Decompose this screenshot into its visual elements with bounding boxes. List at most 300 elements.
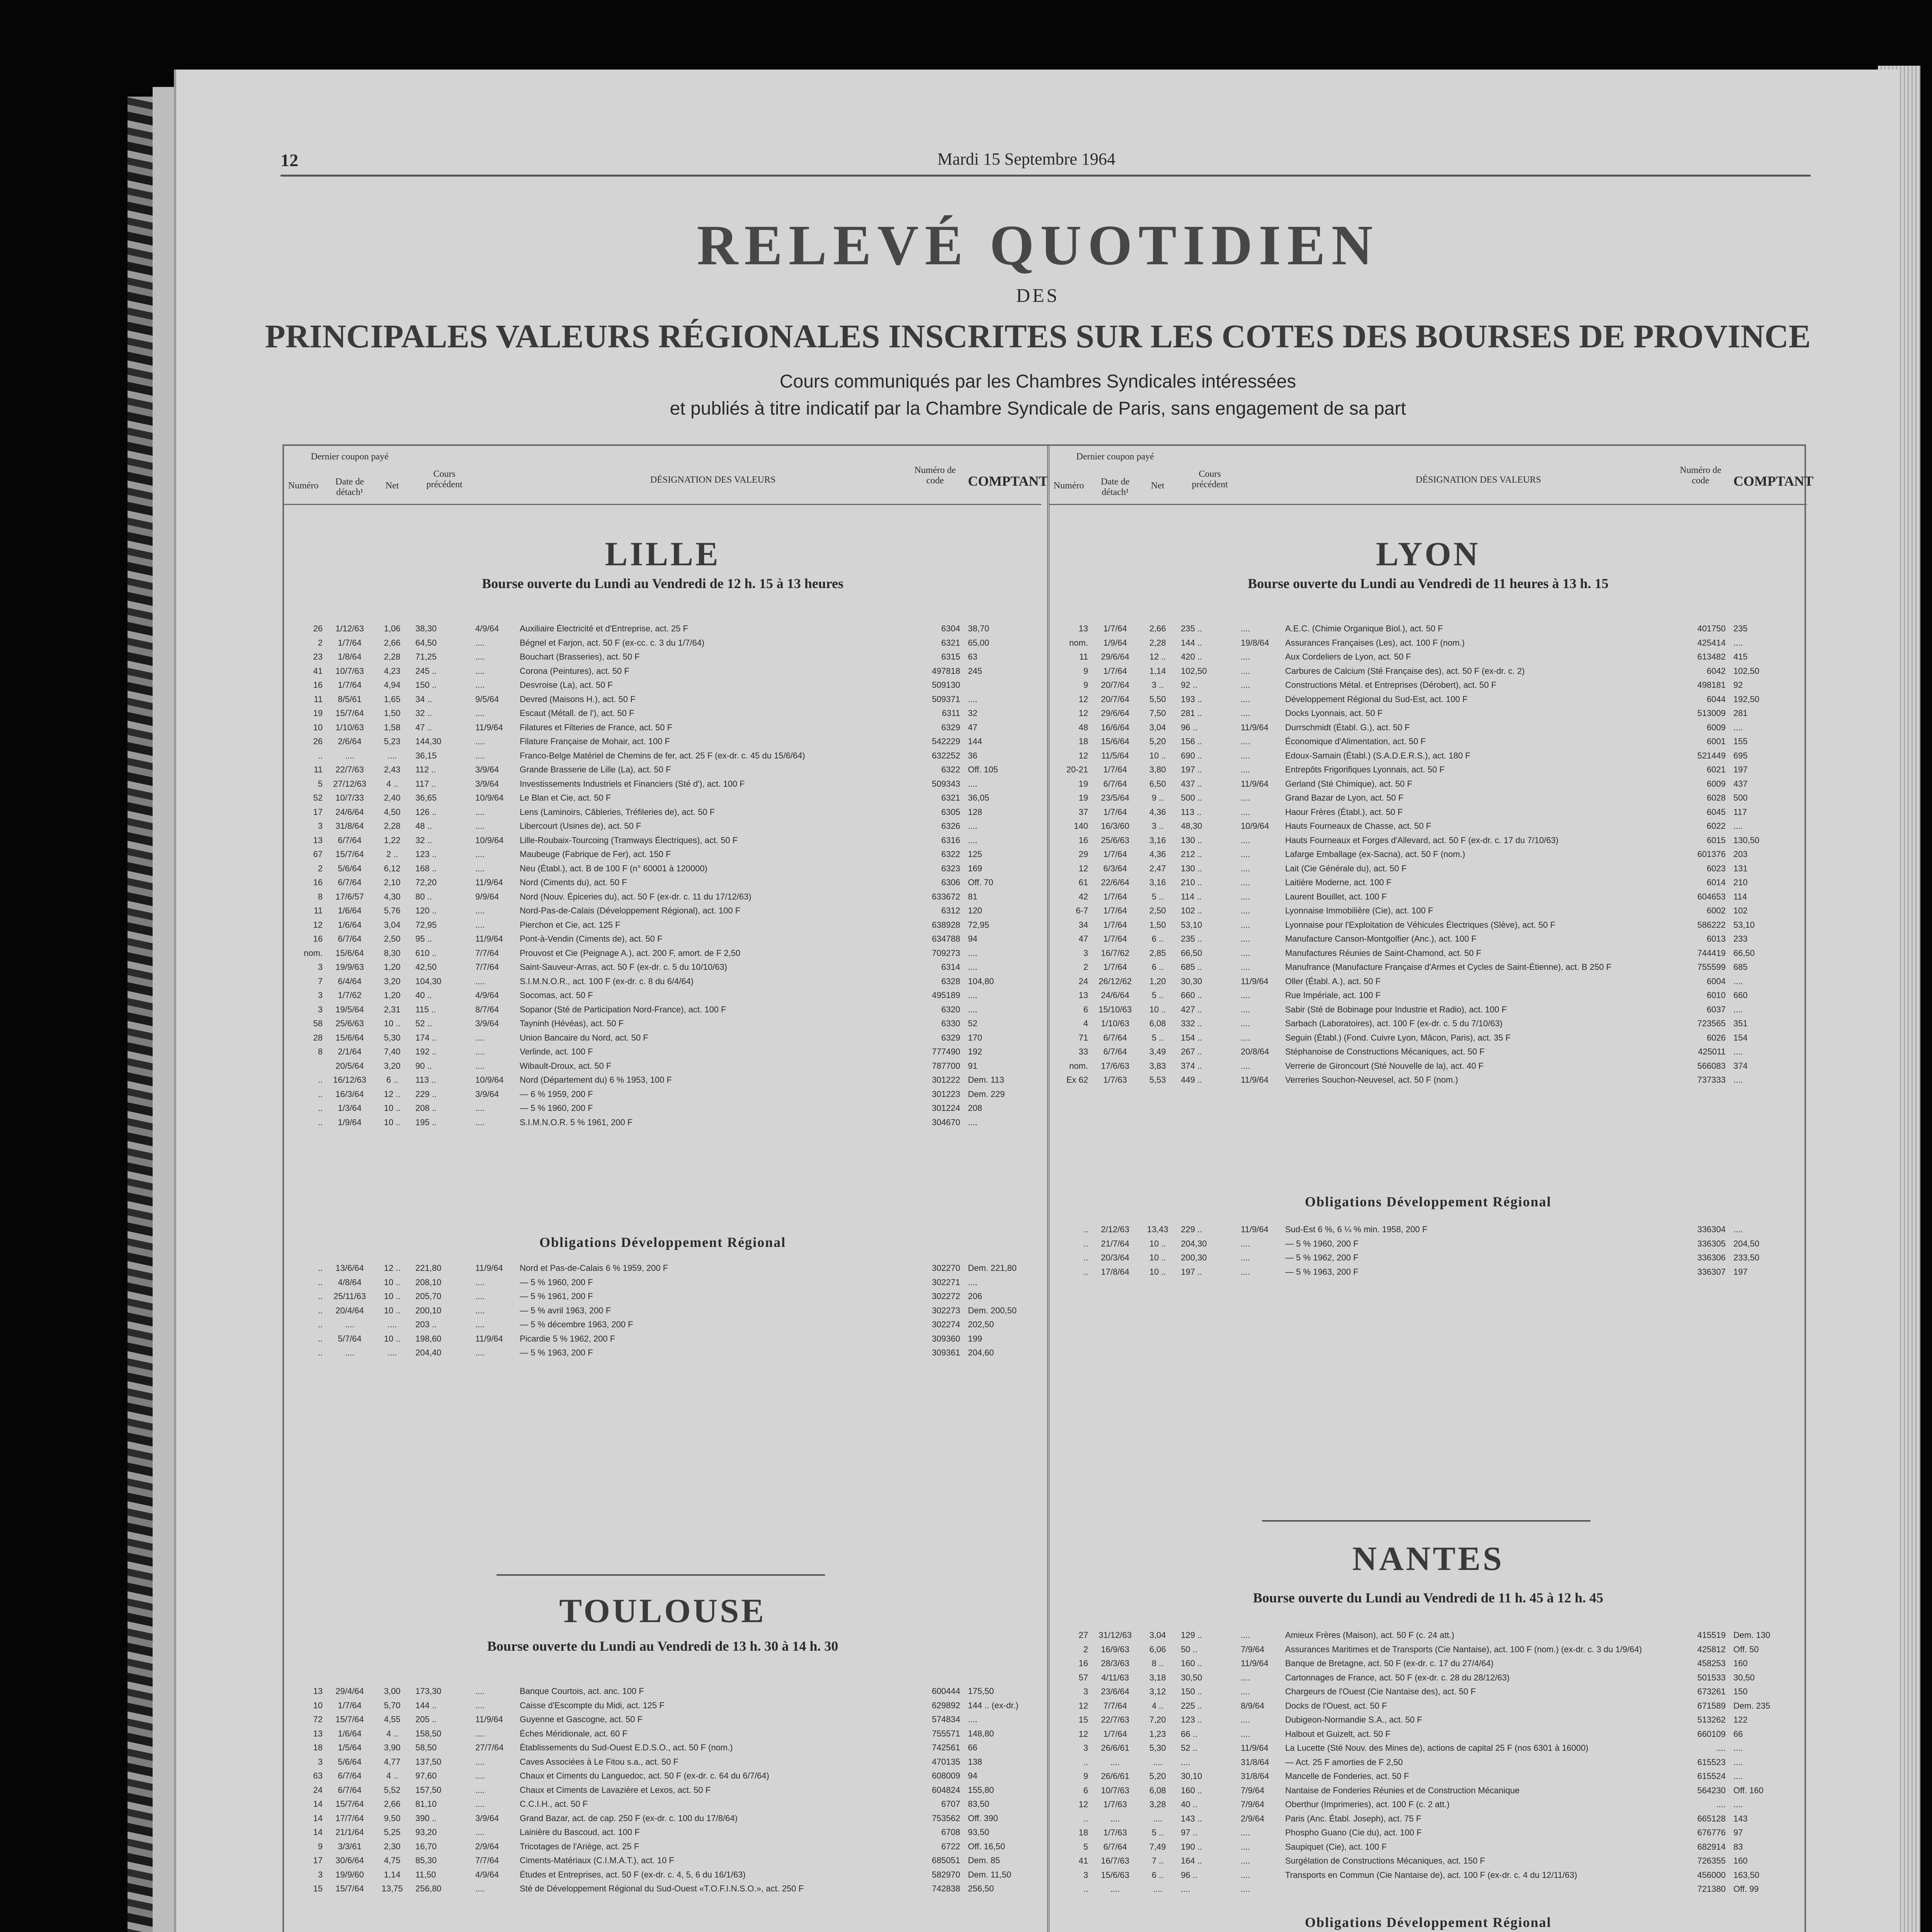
detach-ex-date: ....	[1241, 1715, 1250, 1725]
detach-ex-date: 4/9/64	[475, 1869, 499, 1879]
table-row	[284, 932, 1041, 946]
code-number: 6009	[1707, 779, 1726, 789]
designation: Lait (Cie Générale du), act. 50 F	[1285, 863, 1407, 873]
net-value: 5,25	[384, 1827, 401, 1837]
detach-date: 23/5/64	[1101, 793, 1129, 803]
detach-date: 1/7/64	[338, 1700, 362, 1710]
detach-date: 31/8/64	[335, 821, 364, 831]
table-row	[284, 692, 1041, 707]
code-number: 6329	[941, 1032, 960, 1043]
detach-date: 15/7/64	[335, 1799, 364, 1809]
coupon-number: ..	[318, 750, 323, 760]
detach-ex-date: 11/9/64	[475, 1333, 503, 1344]
designation: C.C.I.H., act. 50 F	[520, 1799, 588, 1809]
previous-price: 256,80	[415, 1884, 442, 1893]
net-value: 5,52	[384, 1785, 401, 1795]
previous-price: 40 ..	[415, 990, 432, 1000]
detach-ex-date: ....	[1241, 624, 1250, 633]
designation: — 5 % 1960, 200 F	[520, 1103, 593, 1113]
coupon-number: 17	[313, 1855, 323, 1865]
net-value: 1,58	[384, 722, 401, 732]
detach-ex-date: ....	[475, 906, 485, 915]
detach-date: 23/6/64	[1101, 1687, 1129, 1696]
net-value: 1,06	[384, 624, 401, 633]
previous-price: 164 ..	[1181, 1856, 1202, 1866]
detach-ex-date: 20/8/64	[1241, 1047, 1269, 1056]
table-row	[1049, 1031, 1807, 1045]
coupon-number: 19	[1078, 779, 1088, 789]
detach-ex-date: ....	[475, 1799, 485, 1809]
previous-price: 204,40	[415, 1348, 442, 1357]
designation: Verrerie de Gironcourt (Sté Nouvelle de la), act. 40 F	[1285, 1061, 1484, 1071]
code-number: 6322	[941, 849, 960, 859]
code-number: 425812	[1697, 1644, 1726, 1654]
detach-ex-date: 11/9/64	[475, 1263, 503, 1273]
previous-price: 144 ..	[1181, 638, 1202, 648]
net-value: 3,20	[384, 976, 401, 986]
coupon-number: 17	[313, 807, 323, 817]
net-value: 9 ..	[1151, 793, 1164, 803]
coupon-number: 16	[313, 680, 323, 690]
toulouse-title: TOULOUSE	[559, 1592, 766, 1630]
coupon-number: 13	[313, 1728, 323, 1738]
code-number: 564230	[1697, 1785, 1726, 1795]
detach-ex-date: 3/9/64	[475, 1019, 499, 1028]
detach-date: 31/12/63	[1099, 1630, 1132, 1640]
detach-date: 17/7/64	[335, 1813, 364, 1823]
comptant-price: 102,50	[1733, 666, 1760, 676]
detach-date: 1/7/64	[1103, 920, 1127, 930]
net-value: 2,10	[384, 878, 401, 887]
comptant-price: 199	[968, 1333, 982, 1344]
coupon-number: 24	[313, 1785, 323, 1795]
previous-price: 48,30	[1181, 821, 1202, 831]
table-row	[284, 777, 1041, 791]
detach-date: 1/7/64	[1103, 891, 1127, 901]
previous-price: 500 ..	[1181, 793, 1202, 803]
code-number: 629892	[932, 1700, 960, 1710]
previous-price: 420 ..	[1181, 652, 1202, 662]
coupon-number: 34	[1078, 920, 1088, 930]
coupon-number: 48	[1078, 722, 1088, 732]
detach-ex-date: ....	[475, 1884, 485, 1893]
table-row	[284, 791, 1041, 805]
detach-ex-date: 10/9/64	[475, 1075, 504, 1085]
net-value: 2 ..	[386, 849, 398, 859]
designation: Cartonnages de France, act. 50 F (ex-dr. c. 28 du 28/12/63)	[1285, 1672, 1510, 1682]
designation: Prouvost et Cie (Peignage A.), act. 200 F, amort. de F 2,50	[520, 948, 741, 958]
table-row	[284, 1045, 1041, 1059]
designation: Haour Frères (Établ.), act. 50 F	[1285, 807, 1403, 817]
previous-price: 174 ..	[415, 1032, 437, 1043]
net-value: 3,20	[384, 1061, 401, 1071]
coupon-number: ..	[318, 1305, 323, 1315]
previous-price: 208 ..	[415, 1103, 437, 1113]
coupon-number: ..	[318, 1263, 323, 1273]
comptant-price: 203	[1733, 849, 1748, 859]
detach-ex-date: 2/9/64	[475, 1841, 499, 1851]
detach-date: 21/7/64	[1101, 1238, 1129, 1248]
coupon-number: ..	[1083, 1813, 1088, 1823]
lille-hours: Bourse ouverte du Lundi au Vendredi de 12 h. 15 à 13 heures	[482, 576, 844, 591]
previous-price: 154 ..	[1181, 1032, 1202, 1043]
coupon-number: 2	[318, 638, 323, 648]
designation: Laurent Bouillet, act. 100 F	[1285, 891, 1387, 901]
detach-date: 19/5/64	[335, 1004, 364, 1014]
table-row	[284, 876, 1041, 890]
table-row	[1049, 946, 1807, 961]
comptant-price: ....	[968, 779, 978, 789]
detach-ex-date: ....	[1241, 878, 1250, 887]
code-number: 336307	[1697, 1267, 1726, 1277]
detach-date: 1/7/64	[1103, 624, 1127, 633]
detach-date: 1/7/64	[338, 638, 362, 648]
detach-date: ....	[345, 750, 355, 760]
net-value: ....	[387, 750, 397, 760]
previous-price: 610 ..	[415, 948, 437, 958]
designation: — 5 % 1960, 200 F	[520, 1277, 593, 1287]
comptant-price: ....	[1733, 821, 1743, 831]
code-number: 737333	[1697, 1075, 1726, 1085]
detach-ex-date: 11/9/64	[475, 878, 503, 887]
detach-date: 16/12/63	[333, 1075, 366, 1085]
net-value: 5,76	[384, 906, 401, 915]
coupon-number: 71	[1078, 1032, 1088, 1043]
net-value: 13,75	[381, 1884, 403, 1893]
detach-date: 5/6/64	[338, 1757, 362, 1767]
comptant-price: ....	[968, 1714, 978, 1724]
detach-ex-date: 3/9/64	[475, 779, 499, 789]
detach-ex-date: 3/9/64	[475, 1089, 499, 1099]
designation: — 5 % 1961, 200 F	[520, 1291, 593, 1301]
designation: Manufacture Canson-Montgolfier (Anc.), act. 100 F	[1285, 934, 1477, 944]
designation: Études et Entreprises, act. 50 F (ex-dr. c. 4, 5, 6 du 16/1/63)	[520, 1869, 746, 1879]
detach-date: 15/6/64	[335, 1032, 364, 1043]
detach-ex-date: ....	[475, 807, 485, 817]
previous-price: 81,10	[415, 1799, 437, 1809]
coupon-number: 16	[1078, 1658, 1088, 1668]
coupon-number: ..	[318, 1348, 323, 1357]
coupon-number: ..	[318, 1320, 323, 1329]
comptant-price: 93,50	[968, 1827, 990, 1837]
designation: Stéphanoise de Constructions Mécaniques, act. 50 F	[1285, 1047, 1485, 1056]
coupon-number: 3	[318, 821, 323, 831]
detach-date: 24/6/64	[1101, 990, 1129, 1000]
previous-price: 129 ..	[1181, 1630, 1202, 1640]
lille-oblig-rows	[284, 1261, 1041, 1360]
detach-ex-date: ....	[475, 1728, 485, 1738]
detach-date: 26/6/61	[1101, 1771, 1129, 1781]
designation: Bégnel et Farjon, act. 50 F (ex-cc. c. 3 du 1/7/64)	[520, 638, 705, 648]
table-row	[1049, 1755, 1807, 1770]
designation: Rue Impériale, act. 100 F	[1285, 990, 1381, 1000]
coupon-number: 6	[1083, 1785, 1088, 1795]
net-value: 3,49	[1149, 1047, 1166, 1056]
coupon-number: 4	[1083, 1019, 1088, 1028]
header-designation: DÉSIGNATION DES VALEURS	[1415, 475, 1541, 485]
net-value: ....	[387, 1348, 397, 1357]
code-number: 6021	[1707, 765, 1726, 774]
code-number: 304670	[932, 1117, 960, 1127]
table-row	[284, 636, 1041, 650]
previous-price: 210 ..	[1181, 878, 1202, 887]
coupon-number: 5	[1083, 1842, 1088, 1852]
designation: Hauts Fourneaux et Forges d'Allevard, act. 50 F (ex-dr. c. 17 du 7/10/63)	[1285, 835, 1559, 845]
header-designation: DÉSIGNATION DES VALEURS	[650, 475, 776, 485]
comptant-price: Dem. 200,50	[968, 1305, 1017, 1315]
comptant-price: 117	[1733, 807, 1747, 817]
detach-ex-date: 11/9/64	[1241, 1225, 1269, 1234]
lyon-oblig-rows	[1049, 1223, 1807, 1279]
previous-price: 123 ..	[1181, 1715, 1202, 1725]
net-value: 3,28	[1149, 1799, 1166, 1809]
detach-date: 16/3/60	[1101, 821, 1129, 831]
designation: Devred (Maisons H.), act. 50 F	[520, 694, 636, 704]
designation: Escaut (Métall. de l'), act. 50 F	[520, 708, 634, 718]
coupon-number: ..	[318, 1075, 323, 1085]
detach-date: 1/7/64	[1103, 807, 1127, 817]
nantes-hours: Bourse ouverte du Lundi au Vendredi de 11 h. 45 à 12 h. 45	[1253, 1590, 1604, 1605]
code-number: 501533	[1697, 1672, 1726, 1682]
previous-price: 374 ..	[1181, 1061, 1202, 1071]
page-header	[281, 150, 1811, 177]
table-row	[284, 1073, 1041, 1087]
comptant-price: 415	[1733, 652, 1748, 662]
code-number: 787700	[932, 1061, 960, 1071]
designation: Saint-Sauveur-Arras, act. 50 F (ex-dr. c. 5 du 10/10/63)	[520, 962, 727, 972]
designation: Tricotages de l'Ariège, act. 25 F	[520, 1841, 639, 1851]
designation: Auxiliaire Électricité et d'Entreprise, act. 25 F	[520, 624, 688, 633]
header-cours: Cours précédent	[426, 469, 463, 490]
table-row	[1049, 664, 1807, 679]
code-number: 613482	[1697, 652, 1726, 662]
code-number: 6330	[941, 1019, 960, 1028]
table-row	[1049, 904, 1807, 918]
detach-date: 6/7/64	[338, 878, 362, 887]
net-value: 4,75	[384, 1855, 401, 1865]
previous-price: 123 ..	[415, 849, 437, 859]
designation: Assurances Françaises (Les), act. 100 F (nom.)	[1285, 638, 1465, 648]
designation: Picardie 5 % 1962, 200 F	[520, 1333, 616, 1344]
coupon-number: 9	[1083, 666, 1088, 676]
code-number: 509343	[932, 779, 960, 789]
coupon-number: 2	[318, 863, 323, 873]
code-number: 633672	[932, 891, 960, 901]
table-row	[1049, 1699, 1807, 1713]
table-row	[1049, 1223, 1807, 1237]
previous-price: 205,70	[415, 1291, 442, 1301]
table-row	[1049, 1017, 1807, 1031]
code-number: 6316	[941, 835, 960, 845]
detach-date: 20/5/64	[335, 1061, 364, 1071]
code-number: 470135	[932, 1757, 960, 1767]
previous-price: 150 ..	[1181, 1687, 1202, 1696]
coupon-number: 63	[313, 1771, 323, 1781]
code-number: 632252	[932, 750, 960, 760]
comptant-price: Off. 390	[968, 1813, 998, 1823]
detach-ex-date: ....	[475, 1320, 485, 1329]
designation: — 5 % 1960, 200 F	[1285, 1238, 1359, 1248]
coupon-number: ..	[1083, 1225, 1088, 1234]
table-row	[1049, 975, 1807, 989]
table-row	[284, 1101, 1041, 1116]
previous-price: 52 ..	[415, 1019, 432, 1028]
previous-price: 144 ..	[415, 1700, 437, 1710]
coupon-number: ..	[1083, 1253, 1088, 1262]
detach-date: 16/9/63	[1101, 1644, 1129, 1654]
previous-price: 16,70	[415, 1841, 437, 1851]
table-row	[284, 1304, 1041, 1318]
detach-ex-date: 11/9/64	[1241, 779, 1269, 789]
designation: Phospho Guano (Cie du), act. 100 F	[1285, 1828, 1422, 1837]
code-number: 634788	[932, 934, 960, 944]
designation: Desvroise (La), act. 50 F	[520, 680, 613, 690]
previous-price: 80 ..	[415, 891, 432, 901]
detach-ex-date: 27/7/64	[475, 1743, 504, 1752]
code-number: 495189	[932, 990, 960, 1000]
code-number: 336306	[1697, 1253, 1726, 1262]
comptant-price: ....	[968, 948, 978, 958]
header-rule	[284, 504, 1041, 505]
designation: Wibault-Droux, act. 50 F	[520, 1061, 612, 1071]
designation: Libercourt (Usines de), act. 50 F	[520, 821, 641, 831]
table-row	[1049, 749, 1807, 763]
comptant-price: ....	[968, 835, 978, 845]
coupon-number: 47	[1078, 934, 1088, 944]
code-number: 721380	[1697, 1884, 1726, 1894]
designation: Lille-Roubaix-Tourcoing (Tramways Électriques), act. 50 F	[520, 835, 738, 845]
coupon-number: 18	[1078, 736, 1088, 746]
net-value: 12 ..	[384, 1263, 401, 1273]
designation: Constructions Métal. et Entreprises (Dérobert), act. 50 F	[1285, 680, 1497, 690]
previous-price: ....	[1181, 1884, 1190, 1894]
designation: Franco-Belge Matériel de Chemins de fer, act. 25 F (ex-dr. c. 45 du 15/6/64)	[520, 750, 805, 760]
net-value: 8 ..	[1151, 1658, 1164, 1668]
detach-date: 5/7/64	[338, 1333, 362, 1344]
net-value: 4,50	[384, 807, 401, 817]
previous-price: 130 ..	[1181, 863, 1202, 873]
detach-ex-date: ....	[1241, 807, 1250, 817]
net-value: 1,14	[1149, 666, 1166, 676]
code-number: 604653	[1697, 891, 1726, 901]
table-row	[1049, 1045, 1807, 1059]
table-row	[1049, 890, 1807, 904]
comptant-price: 155	[1733, 736, 1748, 746]
code-number: 660109	[1697, 1729, 1726, 1739]
previous-price: 102 ..	[1181, 906, 1202, 915]
detach-ex-date: ....	[1241, 793, 1250, 803]
comptant-price: 83,50	[968, 1799, 990, 1809]
net-value: 2,30	[384, 1841, 401, 1851]
table-row	[284, 735, 1041, 749]
designation: Lafarge Emballage (ex-Sacna), act. 50 F (nom.)	[1285, 849, 1465, 859]
previous-price: 66 ..	[1181, 1729, 1197, 1739]
previous-price: 96 ..	[1181, 722, 1197, 732]
net-value: 6,08	[1149, 1785, 1166, 1795]
net-value: 10 ..	[1149, 1253, 1166, 1262]
comptant-price: 281	[1733, 708, 1748, 718]
comptant-price: 143	[1733, 1813, 1748, 1823]
coupon-number: 10	[313, 1700, 323, 1710]
comptant-price: Off. 160	[1733, 1785, 1764, 1795]
table-row	[284, 918, 1041, 932]
detach-date: 15/6/63	[1101, 1870, 1129, 1880]
code-number: 6004	[1707, 976, 1726, 986]
detach-date: 1/7/64	[1103, 962, 1127, 972]
code-number: 601376	[1697, 849, 1726, 859]
coupon-number: 3	[1083, 1870, 1088, 1880]
coupon-number: 16	[313, 934, 323, 944]
coupon-number: 28	[313, 1032, 323, 1043]
detach-ex-date: ....	[475, 1103, 485, 1113]
detach-ex-date: 7/9/64	[1241, 1799, 1265, 1809]
previous-price: 120 ..	[415, 906, 437, 915]
detach-ex-date: ....	[1241, 1687, 1250, 1696]
coupon-number: 23	[313, 652, 323, 662]
net-value: 4,23	[384, 666, 401, 676]
code-number: 673261	[1697, 1687, 1726, 1696]
previous-price: 235 ..	[1181, 934, 1202, 944]
table-row	[284, 1059, 1041, 1073]
detach-date: 2/6/64	[338, 736, 362, 746]
designation: Investissements Industriels et Financiers (Sté d'), act. 100 F	[520, 779, 745, 789]
net-value: 6 ..	[386, 1075, 398, 1085]
code-number: 6013	[1707, 934, 1726, 944]
table-row	[1049, 692, 1807, 707]
designation: Assurances Maritimes et de Transports (Cie Nantaise), act. 100 F (nom.) (ex-dr. c. 3 du 1/9/64)	[1285, 1644, 1642, 1654]
code-number: 542229	[932, 736, 960, 746]
detach-ex-date: ....	[1241, 849, 1250, 859]
detach-date: 6/7/64	[338, 1785, 362, 1795]
comptant-price: 66	[968, 1743, 978, 1752]
coupon-number: 15	[1078, 1715, 1088, 1725]
code-number: 456000	[1697, 1870, 1726, 1880]
designation: Sopanor (Sté de Participation Nord-France), act. 100 F	[520, 1004, 726, 1014]
net-value: ....	[1153, 1757, 1163, 1767]
coupon-number: 3	[318, 1869, 323, 1879]
previous-price: 113 ..	[415, 1075, 436, 1085]
coupon-number: 3	[1083, 1687, 1088, 1696]
previous-price: 157,50	[415, 1785, 442, 1795]
table-row	[284, 1840, 1041, 1854]
designation: Lens (Laminoirs, Câbleries, Tréfileries de), act. 50 F	[520, 807, 715, 817]
table-row	[1049, 1798, 1807, 1812]
header-net: Net	[385, 481, 399, 491]
detach-ex-date: 4/9/64	[475, 990, 499, 1000]
detach-ex-date: 3/9/64	[475, 765, 499, 774]
code-number: 513009	[1697, 708, 1726, 718]
coupon-number: 24	[1078, 976, 1088, 986]
detach-date: 2/1/64	[338, 1047, 362, 1056]
detach-date: 10/7/63	[1101, 1785, 1129, 1795]
detach-date: 25/11/63	[333, 1291, 366, 1301]
previous-price: 449 ..	[1181, 1075, 1202, 1085]
detach-date: 2/12/63	[1101, 1225, 1129, 1234]
coupon-number: 3	[318, 1757, 323, 1767]
table-row	[284, 721, 1041, 735]
coupon-number: 12	[1078, 750, 1088, 760]
detach-ex-date: ....	[475, 976, 485, 986]
detach-date: 1/8/64	[338, 652, 362, 662]
previous-price: 36,65	[415, 793, 437, 803]
code-number: 753562	[932, 1813, 960, 1823]
comptant-price: Dem. 229	[968, 1089, 1005, 1099]
comptant-price: Dem. 113	[968, 1075, 1004, 1085]
net-value: 5 ..	[1151, 1828, 1164, 1837]
code-number: 301224	[932, 1103, 960, 1113]
previous-price: 229 ..	[1181, 1225, 1202, 1234]
detach-date: 1/6/64	[338, 906, 362, 915]
